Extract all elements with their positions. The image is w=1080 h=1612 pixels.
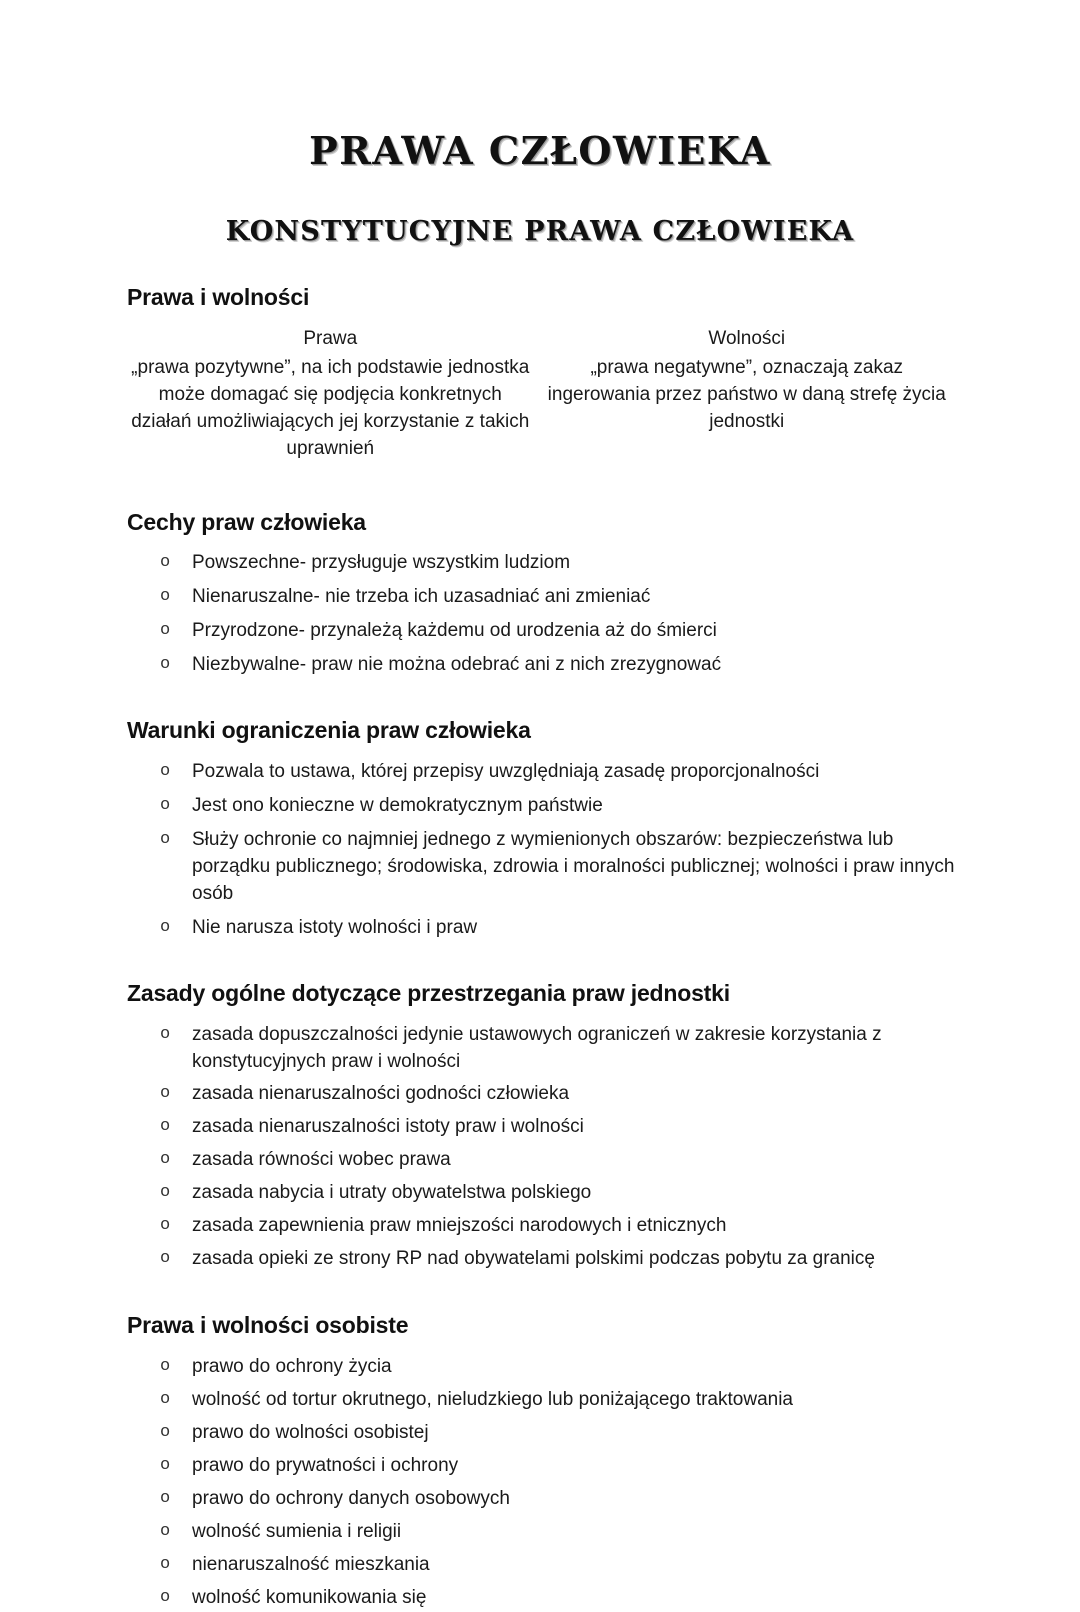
list-item: [0, 827, 1080, 908]
column-body-wolnosci: „prawa negatywne”, oznaczają zakaz ingerowania przez państwo w daną strefę życia jednostki: [547, 356, 946, 432]
circle-bullet-icon: o: [160, 1455, 171, 1475]
list-item-text: prawo do ochrony życia: [192, 1356, 392, 1378]
document-subtitle: KONSTYTUCYJNE PRAWA CZŁOWIEKA: [225, 216, 855, 247]
list-item-text: zasada równości wobec prawa: [192, 1149, 451, 1171]
list-item-text: zasada dopuszczalności jedynie ustawowych ograniczeń w zakresie korzystania z konstytucyjnych praw i wolności: [192, 1023, 882, 1072]
section-zasady-ogolne: [0, 949, 1080, 1274]
column-prawa: [127, 326, 534, 463]
circle-bullet-icon: o: [160, 1554, 171, 1574]
list-item-text: zasada zapewnienia praw mniejszości narodowych i etnicznych: [192, 1215, 727, 1237]
list-item-text: prawo do prywatności i ochrony: [192, 1454, 459, 1476]
list-item: [0, 584, 1080, 611]
document-title: PRAWA CZŁOWIEKA: [309, 128, 771, 173]
list-item-text: Jest ono konieczne w demokratycznym państwie: [192, 794, 603, 816]
column-body-prawa: „prawa pozytywne”, na ich podstawie jednostka może domagać się podjęcia konkretnych działań umożliwiających jej korzystanie z takich uprawnień: [131, 356, 530, 459]
list-item: [0, 1453, 1080, 1480]
list-item-text: Niezbywalne- praw nie można odebrać ani z nich zrezygnować: [192, 654, 722, 676]
circle-bullet-icon: o: [160, 553, 171, 573]
list-zasady-ogolne: [0, 1008, 1080, 1274]
list-item: [0, 1420, 1080, 1447]
list-item: [0, 1114, 1080, 1141]
section-heading-prawa-wolnosci-osobiste: Prawa i wolności osobiste: [127, 1312, 409, 1339]
circle-bullet-icon: o: [160, 829, 171, 849]
list-item: [0, 1354, 1080, 1381]
list-item: [0, 550, 1080, 577]
list-item-text: Nienaruszalne- nie trzeba ich uzasadniać ani zmieniać: [192, 586, 651, 608]
circle-bullet-icon: o: [160, 1587, 171, 1607]
circle-bullet-icon: o: [160, 1150, 171, 1170]
list-item: [0, 1552, 1080, 1579]
list-prawa-wolnosci-osobiste: [0, 1340, 1080, 1612]
list-item: [0, 793, 1080, 820]
list-item: [0, 1246, 1080, 1273]
circle-bullet-icon: o: [160, 1249, 171, 1269]
column-title-prawa: Prawa: [303, 327, 358, 349]
circle-bullet-icon: o: [160, 1521, 171, 1541]
circle-bullet-icon: o: [160, 1390, 171, 1409]
list-item-text: Pozwala to ustawa, której przepisy uwzględniają zasadę proporcjonalności: [192, 760, 820, 782]
list-item-text: wolność od tortur okrutnego, nieludzkiego lub poniżającego traktowania: [192, 1389, 793, 1410]
list-item-text: prawo do ochrony danych osobowych: [192, 1487, 510, 1509]
section-prawa-i-wolnosci: [0, 245, 1080, 463]
list-item: [0, 915, 1080, 942]
section-cechy-praw-czlowieka: [0, 463, 1080, 680]
list-item: [0, 759, 1080, 786]
column-title-wolnosci: Wolności: [708, 327, 786, 349]
list-item-text: Przyrodzone- przynależą każdemu od urodzenia aż do śmierci: [192, 620, 717, 642]
circle-bullet-icon: o: [160, 795, 171, 815]
list-item: [0, 1022, 1080, 1076]
list-item-text: zasada nabycia i utraty obywatelstwa polskiego: [192, 1182, 592, 1204]
circle-bullet-icon: o: [160, 621, 171, 641]
circle-bullet-icon: o: [160, 1357, 171, 1377]
list-item: [0, 1213, 1080, 1240]
list-item-text: Powszechne- przysługuje wszystkim ludziom: [192, 552, 571, 574]
list-item-text: zasada nienaruszalności godności człowieka: [192, 1083, 570, 1105]
section-heading-cechy-praw-czlowieka: Cechy praw człowieka: [127, 508, 366, 535]
list-item-text: wolność komunikowania się: [192, 1586, 427, 1608]
circle-bullet-icon: o: [160, 1422, 171, 1442]
list-item: [0, 652, 1080, 679]
list-item-text: Nie narusza istoty wolności i praw: [192, 916, 478, 938]
list-item-text: nienaruszalność mieszkania: [192, 1553, 430, 1575]
list-item-text: Służy ochronie co najmniej jednego z wymienionych obszarów: bezpieczeństwa lub porządku publicznego; środowiska, zdrowia i moralności publicznej; wolności i praw innych osób: [192, 828, 955, 904]
list-item: [0, 618, 1080, 645]
circle-bullet-icon: o: [160, 587, 171, 607]
circle-bullet-icon: o: [160, 917, 171, 937]
list-item: [0, 1519, 1080, 1546]
list-item: [0, 1180, 1080, 1207]
section-prawa-wolnosci-osobiste: [0, 1279, 1080, 1612]
section-heading-prawa-i-wolnosci: Prawa i wolności: [127, 284, 310, 310]
list-item: [0, 1486, 1080, 1513]
circle-bullet-icon: o: [160, 655, 171, 675]
column-wolnosci: [544, 326, 951, 463]
list-item: [0, 1081, 1080, 1108]
circle-bullet-icon: o: [160, 1216, 171, 1236]
circle-bullet-icon: o: [160, 1183, 171, 1203]
section-warunki-ograniczenia: [0, 686, 1080, 942]
list-item: [0, 1387, 1080, 1414]
list-item-text: zasada nienaruszalności istoty praw i wolności: [192, 1116, 584, 1138]
circle-bullet-icon: o: [160, 1488, 171, 1508]
section-heading-warunki-ograniczenia: Warunki ograniczenia praw człowieka: [127, 717, 531, 744]
list-cechy-praw-czlowieka: [0, 536, 1080, 679]
list-item: [0, 1585, 1080, 1612]
section-heading-zasady-ogolne: Zasady ogólne dotyczące przestrzegania praw jednostki: [127, 979, 730, 1006]
list-item: [0, 1147, 1080, 1174]
comparison-columns: [0, 312, 1080, 463]
list-item-text: zasada opieki ze strony RP nad obywatelami polskimi podczas pobytu za granicę: [192, 1248, 875, 1270]
list-warunki-ograniczenia: [0, 745, 1080, 942]
circle-bullet-icon: o: [160, 1024, 171, 1044]
circle-bullet-icon: o: [160, 1117, 171, 1137]
list-item-text: wolność sumienia i religii: [192, 1520, 402, 1542]
circle-bullet-icon: o: [160, 1084, 171, 1104]
circle-bullet-icon: o: [160, 761, 171, 781]
list-item-text: prawo do wolności osobistej: [192, 1421, 429, 1443]
